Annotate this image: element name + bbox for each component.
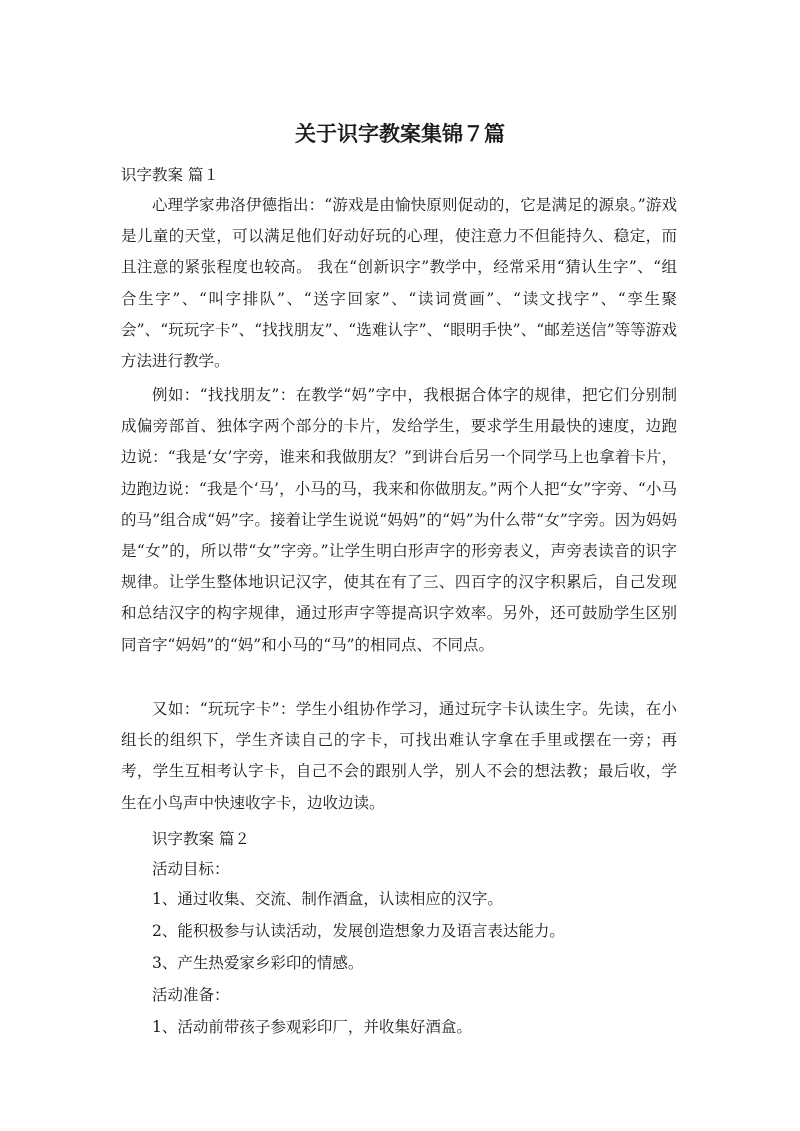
paragraph-1: 心理学家弗洛伊德指出：“游戏是由愉快原则促动的，它是满足的源泉。”游戏是儿童的天堂，可以满足他们好动好玩的心理，使注意力不但能持久、稳定，而且注意的紧张程度也较高。 我在“创新识字”教学中，经常采用“猜认生字”、“组合生字”、“叫字排队”、“送字回家”、“读词赏画”、“读文找字”、“孪生聚会”、“玩玩字卡”、“找找朋友”、“选难认字”、“眼明手快”、“邮差送信”等等游戏方法进行教学。 — [121, 196, 677, 371]
section2-line-6: 1、活动前带孩子参观彩印厂，并收集好酒盒。 — [152, 1018, 472, 1036]
section2-line-1: 活动目标： — [152, 860, 230, 878]
section-heading-1: 识字教案 篇１ — [121, 166, 219, 184]
document-title: 关于识字教案集锦７篇 — [295, 122, 505, 146]
section2-line-5: 活动准备： — [152, 986, 230, 1004]
paragraph-2: 例如：“找找朋友”：在教学“妈”字中，我根据合体字的规律，把它们分别制成偏旁部首、独体字两个部分的卡片，发给学生，要求学生用最快的速度，边跑边说：“我是‘女’字旁，谁来和我做朋友？”到讲台后另一个同学马上也拿着卡片，边跑边说：“我是个‘马’，小马的马，我来和你做朋友。”两个人把“女”字旁、“小马的马”组合成“妈”字。接着让学生说说“妈妈”的“妈”为什么带“女”字旁。因为妈妈是“女”的，所以带“女”字旁。”让学生明白形声字的形旁表义，声旁表读音的识字规律。让学生整体地识记汉字，使其在有了三、四百字的汉字积累后，自己发现和总结汉字的构字规律，通过形声字等提高识字效率。另外，还可鼓励学生区别同音字“妈妈”的“妈”和小马的“马”的相同点、不同点。 — [121, 386, 677, 654]
section2-line-2: 1、通过收集、交流、制作酒盒，认读相应的汉字。 — [152, 890, 503, 908]
section-heading-2: 识字教案 篇２ — [152, 830, 250, 848]
section2-line-4: 3、产生热爱家乡彩印的情感。 — [152, 954, 364, 972]
paragraph-3: 又如：“玩玩字卡”：学生小组协作学习，通过玩字卡认读生字。先读，在小组长的组织下，学生齐读自己的字卡，可找出难认字拿在手里或摆在一旁；再考，学生互相考认字卡，自己不会的跟别人学，别人不会的想法教；最后收，学生在小鸟声中快速收字卡，边收边读。 — [121, 700, 677, 812]
section2-line-3: 2、能积极参与认读活动，发展创造想象力及语言表达能力。 — [152, 922, 565, 940]
